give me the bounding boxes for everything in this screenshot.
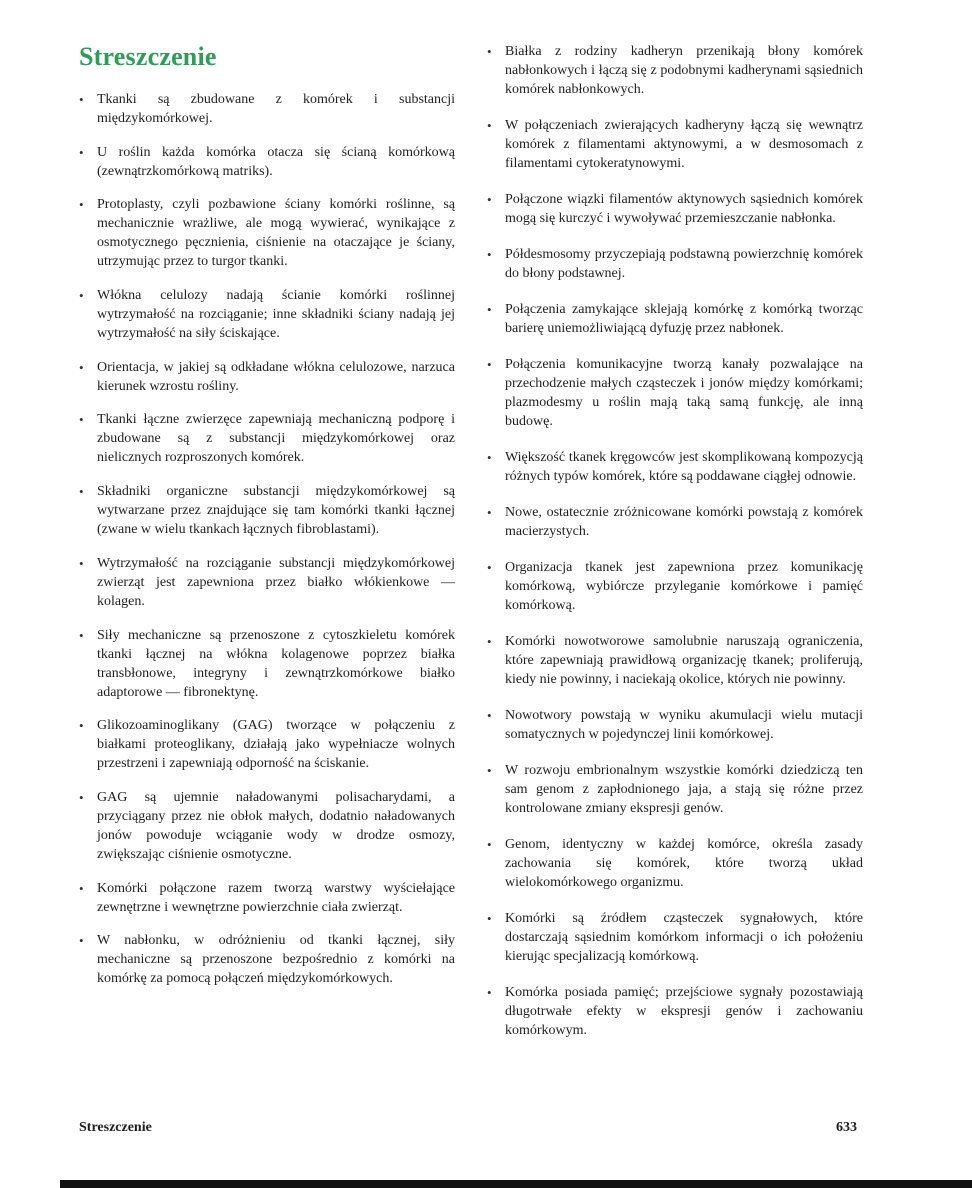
page-title: Streszczenie — [79, 42, 217, 71]
summary-item — [79, 879, 455, 917]
bullet-icon: • — [487, 708, 492, 723]
summary-item-text: U roślin każda komórka otacza się ścianą komórkową (zewnątrzkomórkową matriks). — [97, 144, 455, 179]
bullet-icon: • — [79, 627, 84, 643]
bullet-icon: • — [79, 412, 84, 428]
summary-item-text: Półdesmosomy przyczepiają podstawną powierzchnię komórek do błony podstawnej. — [505, 247, 863, 281]
summary-item — [487, 909, 863, 966]
summary-item — [79, 358, 455, 396]
summary-item — [487, 503, 863, 541]
bullet-icon: • — [79, 555, 84, 571]
bullet-icon: • — [79, 197, 84, 213]
summary-item — [79, 554, 455, 611]
summary-item-text: W połączeniach zwierających kadheryny łączą się wewnątrz komórek z filamentami aktynowymi, a w desmosomach z filamentami cytokeratynowymi. — [505, 118, 863, 171]
summary-list-left — [79, 90, 455, 1003]
summary-item-text: Wytrzymałość na rozciąganie substancji międzykomórkowej zwierząt jest zapewniona przez białko włókienkowe — kolagen. — [97, 555, 455, 609]
bullet-icon: • — [487, 837, 492, 852]
summary-item — [487, 355, 863, 431]
summary-item — [487, 983, 863, 1040]
summary-item-text: Komórka posiada pamięć; przejściowe sygnały pozostawiają długotrwałe efekty w ekspresji genów i zachowaniu komórkowym. — [505, 985, 863, 1038]
summary-item — [79, 143, 455, 181]
bullet-icon: • — [487, 985, 492, 1000]
bullet-icon: • — [487, 118, 492, 133]
summary-item — [487, 448, 863, 486]
summary-item — [487, 190, 863, 228]
summary-item-text: Białka z rodziny kadheryn przenikają błony komórek nabłonkowych i łączą się z podobnymi kadherynami sąsiednich komórek nabłonkowych. — [505, 44, 863, 97]
summary-item-text: Komórki połączone razem tworzą warstwy wyściełające zewnętrzne i wewnętrzne powierzchnie ciała zwierząt. — [97, 880, 455, 915]
bullet-icon: • — [487, 634, 492, 649]
summary-item-text: Komórki są źródłem cząsteczek sygnałowych, które dostarczają sąsiednim komórkom informacji o ich położeniu kierując specjalizacją komórkową. — [505, 911, 863, 964]
summary-item — [79, 286, 455, 343]
page-number: 633 — [836, 1120, 857, 1135]
summary-item — [487, 706, 863, 744]
summary-item-text: Tkanki są zbudowane z komórek i substancji międzykomórkowej. — [97, 92, 455, 126]
summary-item-text: Tkanki łączne zwierzęce zapewniają mechaniczną podporę i zbudowane są z substancji międzykomórkowej oraz nielicznych rozproszonych komórek. — [97, 412, 455, 466]
summary-item — [487, 116, 863, 173]
bullet-icon: • — [79, 789, 84, 805]
summary-item — [79, 626, 455, 702]
summary-item-text: Włókna celulozy nadają ścianie komórki roślinnej wytrzymałość na rozciąganie; inne składniki ściany nadają jej wytrzymałość na siły ściskające. — [97, 288, 455, 342]
summary-item-text: W rozwoju embrionalnym wszystkie komórki dziedziczą ten sam genom z zapłodnionego jaja, a stają się różne przez kontrolowane zmiany ekspresji genów. — [505, 763, 863, 816]
summary-item — [487, 558, 863, 615]
bullet-icon: • — [487, 763, 492, 778]
summary-item-text: GAG są ujemnie naładowanymi polisacharydami, a przyciągany przez nie obłok małych, dodatnio naładowanych jonów powoduje wciąganie wody w drodze osmozy, zwiększając ciśnienie osmotyczne. — [97, 789, 455, 862]
bullet-icon: • — [79, 718, 84, 734]
summary-item — [487, 632, 863, 689]
bullet-icon: • — [79, 92, 84, 107]
summary-item-text: Komórki nowotworowe samolubnie naruszają ograniczenia, które zapewniają prawidłową organizację tkanek; proliferują, kiedy nie powinny, i naciekają okolice, których nie powinny. — [505, 634, 863, 687]
summary-item — [79, 90, 455, 128]
summary-item-text: Nowotwory powstają w wyniku akumulacji wielu mutacji somatycznych w pojedynczej linii komórkowej. — [505, 708, 863, 742]
bullet-icon: • — [487, 44, 492, 59]
bullet-icon: • — [79, 144, 84, 160]
bullet-icon: • — [487, 505, 492, 520]
summary-item — [487, 300, 863, 338]
summary-item-text: Składniki organiczne substancji międzykomórkowej są wytwarzane przez znajdujące się tam komórki tkanki łącznej (zwane w wielu tkankach łącznych fibroblastami). — [97, 484, 455, 538]
summary-item-text: Organizacja tkanek jest zapewniona przez komunikację komórkową, wybiórcze przyleganie komórkowe i pamięć komórkową. — [505, 560, 863, 613]
bullet-icon: • — [487, 247, 492, 262]
summary-item — [79, 788, 455, 864]
summary-item-text: Połączenia zamykające sklejają komórkę z komórką tworząc barierę uniemożliwiającą dyfuzję przez nabłonek. — [505, 302, 863, 336]
bullet-icon: • — [487, 450, 492, 465]
summary-item-text: Większość tkanek kręgowców jest skomplikowaną kompozycją różnych typów komórek, które są poddawane ciągłej odnowie. — [505, 450, 863, 484]
bullet-icon: • — [79, 880, 84, 896]
bullet-icon: • — [79, 288, 84, 304]
summary-item — [487, 245, 863, 283]
summary-item-text: Nowe, ostatecznie zróżnicowane komórki powstają z komórek macierzystych. — [505, 505, 863, 539]
summary-item — [79, 482, 455, 539]
summary-item — [487, 761, 863, 818]
bullet-icon: • — [487, 560, 492, 575]
bullet-icon: • — [79, 484, 84, 500]
bullet-icon: • — [79, 933, 84, 949]
summary-item-text: Połączenia komunikacyjne tworzą kanały pozwalające na przechodzenie małych cząsteczek i jonów między komórkami; plazmodesmy u roślin mają taką samą funkcję, ale inną budowę. — [505, 357, 863, 429]
summary-list-right — [487, 42, 863, 1057]
summary-item-text: Połączone wiązki filamentów aktynowych sąsiednich komórek mogą się kurczyć i wywoływać przemieszczanie nabłonka. — [505, 192, 863, 226]
bullet-icon: • — [487, 192, 492, 207]
summary-item-text: Genom, identyczny w każdej komórce, określa zasady zachowania się komórek, które tworzą układ wielokomórkowego organizmu. — [505, 837, 863, 890]
summary-item-text: Orientacja, w jakiej są odkładane włókna celulozowe, narzuca kierunek wzrostu rośliny. — [97, 359, 455, 394]
summary-item-text: Siły mechaniczne są przenoszone z cytoszkieletu komórek tkanki łącznej na włókna kolagenowe poprzez białka transbłonowe, integryny i zewnątrzkomórkowe białko adaptorowe — fibronektynę. — [97, 627, 455, 700]
summary-item — [79, 931, 455, 988]
summary-item — [487, 835, 863, 892]
running-footer-section: Streszczenie — [79, 1120, 152, 1135]
summary-item-text: Protoplasty, czyli pozbawione ściany komórki roślinne, są mechanicznie wrażliwe, ale mogą wywierać, wynikające z osmotycznego pęcznienia, ciśnienie na otaczające je ściany, utrzymując przez to turgor tkanki. — [97, 197, 455, 270]
scan-edge-shadow — [60, 1180, 972, 1188]
bullet-icon: • — [487, 911, 492, 926]
summary-item — [79, 410, 455, 467]
bullet-icon: • — [79, 359, 84, 375]
bullet-icon: • — [487, 357, 492, 372]
summary-item-text: W nabłonku, w odróżnieniu od tkanki łącznej, siły mechaniczne są przenoszone bezpośrednio z komórki na komórkę za pomocą połączeń międzykomórkowych. — [97, 933, 455, 987]
summary-item — [79, 716, 455, 773]
bullet-icon: • — [487, 302, 492, 317]
summary-item — [487, 42, 863, 99]
summary-item-text: Glikozoaminoglikany (GAG) tworzące w połączeniu z białkami proteoglikany, działają jako wypełniacze wolnych przestrzeni i zapewniają odporność na ściskanie. — [97, 718, 455, 772]
summary-item — [79, 195, 455, 271]
